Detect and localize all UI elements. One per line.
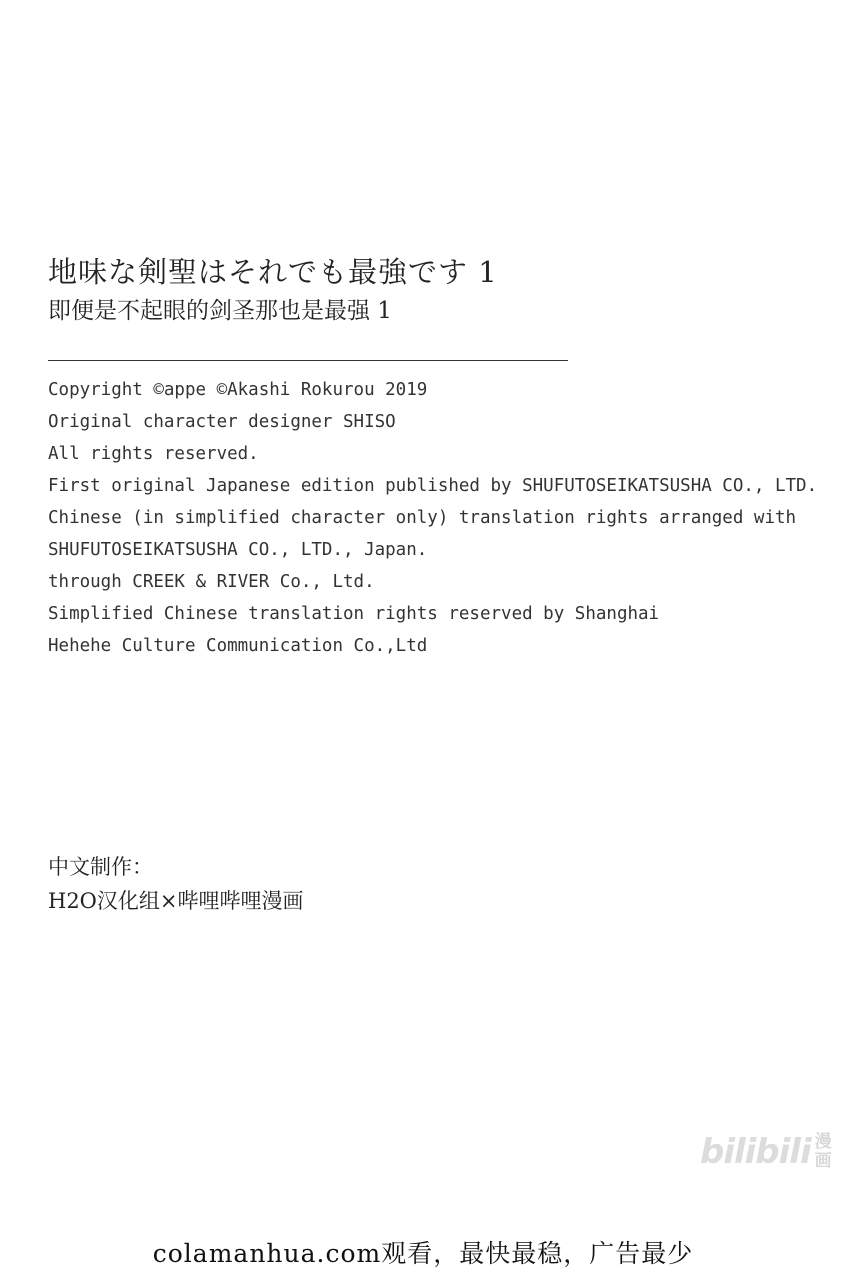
copyright-block — [48, 374, 817, 662]
copyright-line: Chinese (in simplified character only) translation rights arranged with — [48, 508, 797, 528]
copyright-line: Hehehe Culture Communication Co.,Ltd — [48, 636, 428, 656]
copyright-line: SHUFUTOSEIKATSUSHA CO., LTD., Japan. — [48, 540, 428, 560]
copyright-line: Copyright ©appe ©Akashi Rokurou 2019 — [48, 380, 428, 400]
bilibili-watermark — [700, 1132, 832, 1172]
copyright-line: through CREEK & RIVER Co., Ltd. — [48, 572, 375, 592]
divider — [48, 360, 568, 361]
credits-value: H2O汉化组×哔哩哔哩漫画 — [48, 889, 304, 913]
copyright-line: First original Japanese edition published by SHUFUTOSEIKATSUSHA CO., LTD. — [48, 476, 818, 496]
copyright-line: Simplified Chinese translation rights reserved by Shanghai — [48, 604, 660, 624]
bilibili-logo: bilibili — [700, 1132, 811, 1172]
copyright-line: All rights reserved. — [48, 444, 259, 464]
footer-ad-text: colamanhua.com观看，最快最稳，广告最少 — [152, 1239, 694, 1268]
credits-label: 中文制作： — [48, 855, 153, 879]
title-japanese: 地味な剣聖はそれでも最強です 1 — [48, 255, 498, 289]
title-chinese: 即便是不起眼的剑圣那也是最强 1 — [48, 298, 392, 324]
manga-char: 画 — [814, 1151, 832, 1171]
manga-char: 漫 — [814, 1132, 832, 1152]
manga-mark — [815, 1133, 832, 1171]
copyright-line: Original character designer SHISO — [48, 412, 396, 432]
credits-block — [48, 850, 304, 918]
